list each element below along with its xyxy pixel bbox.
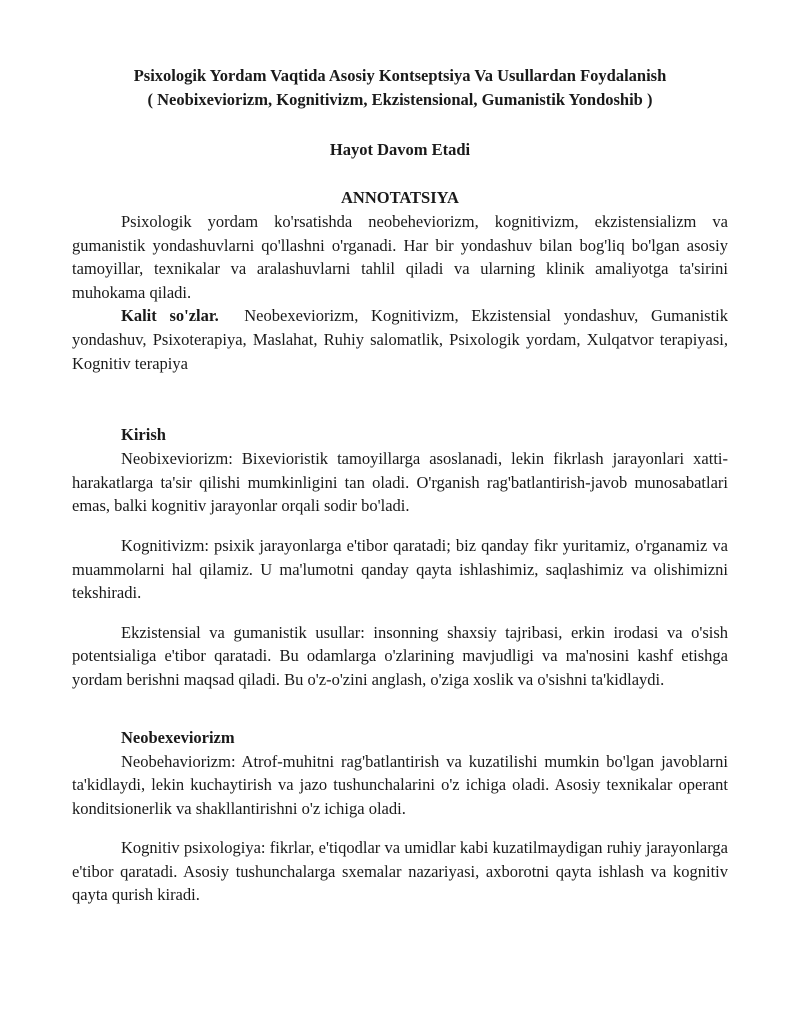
document-title <box>72 64 728 112</box>
keywords-label: Kalit so'zlar. <box>121 306 219 326</box>
intro-heading: Kirish <box>121 425 166 445</box>
document-page <box>72 64 728 907</box>
intro-paragraph-2: Kognitivizm: psixik jarayonlarga e'tibor qaratadi; biz qanday fikr yuritamiz, o'rganamiz va muammolarni hal qilamiz. U ma'lumotni qanday qayta ishlashimiz, saqlashimiz va olishimizni tekshiradi. <box>72 535 728 603</box>
intro-paragraph-3: Ekzistensial va gumanistik usullar: insonning shaxsiy tajribasi, erkin irodasi va o'sish potentsialiga e'tibor qaratadi. Bu odamlarga o'zlarining mavjudligi va ma'nosini kashf etishga yordam berishni maqsad qiladi. Bu o'z-o'zini anglash, o'ziga xoslik va o'sishni ta'kidlaydi. <box>72 622 728 689</box>
annotation-heading: ANNOTATSIYA <box>341 188 459 207</box>
neo-paragraph-1: Neobehaviorizm: Atrof-muhitni rag'batlantirish va kuzatilishi mumkin bo'lgan javoblarni ta'kidlaydi, lekin kuchaytirish va jazo tushunchalarini o'z ichiga oladi. Asosiy texnikalar operant konditsionerlik va shakllantirishni o'z ichiga oladi. <box>72 751 728 818</box>
intro-paragraph-1: Neobixeviorizm: Bixevioristik tamoyillarga asoslanadi, lekin fikrlash jarayonlari xatti-harakatlarga ta'sir qilishi mumkinligini tan oladi. O'rganish rag'batlantirish-javob munosabatlari emas, balki kognitiv jarayonlar orqali sodir bo'ladi. <box>72 449 728 516</box>
document-subtitle: Hayot Davom Etadi <box>329 140 471 159</box>
neo-paragraph-2: Kognitiv psixologiya: fikrlar, e'tiqodlar va umidlar kabi kuzatilmaydigan ruhiy jarayonlarga e'tibor qaratadi. Asosiy tushunchalarga sxemalar nazariyasi, axborotni qayta ishlash va kognitiv qayta qurish kiradi. <box>72 838 728 905</box>
neo-heading: Neobexeviorizm <box>121 727 235 747</box>
keywords-paragraph <box>72 304 728 375</box>
annotation-text: Psixologik yordam ko'rsatishda neobeheviorizm, kognitivizm, ekzistensializm va gumanistik yondashuvlarni qo'llashni o'rganadi. Har bir yondashuv bilan bog'liq bo'lgan asosiy tamoyillar, texnikalar va aralashuvlarni tahlil qiladi va ularning klinik amaliyotga ta'sirini muhokama qiladi. <box>72 212 728 302</box>
keywords-text: Neobexeviorizm, Kognitivizm, Ekzistensial yondashuv, Gumanistik yondashuv, Psixoterapiya, Maslahat, Ruhiy salomatlik, Psixologik yordam, Xulqatvor terapiyasi, Kognitiv terapiya <box>72 306 728 373</box>
title-line-1: Psixologik Yordam Vaqtida Asosiy Kontseptsiya Va Usullardan Foydalanish <box>133 66 667 85</box>
title-line-2: ( Neobixeviorizm, Kognitivizm, Ekzistensional, Gumanistik Yondoshib ) <box>147 90 653 109</box>
